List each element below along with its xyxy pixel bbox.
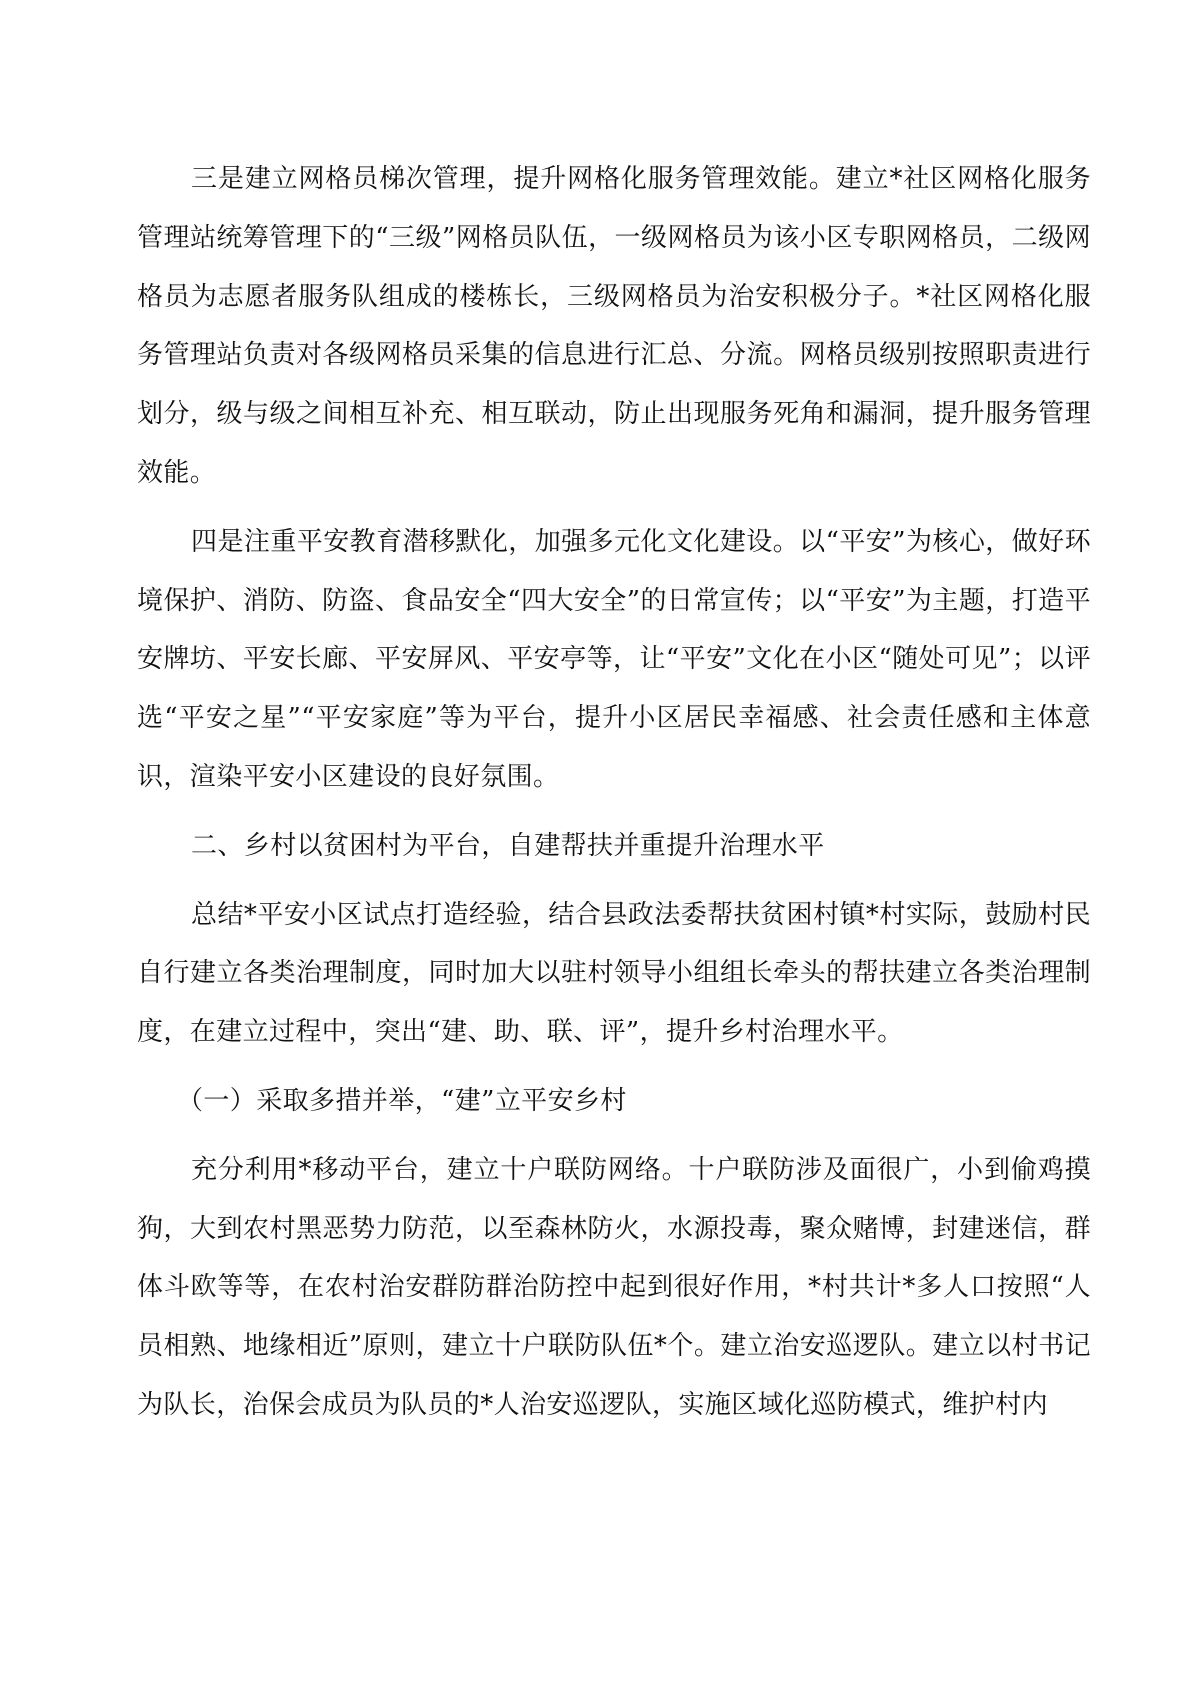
paragraph-grid-management: 三是建立网格员梯次管理，提升网格化服务管理效能。建立*社区网格化服务管理站统筹管理下的“三级”网格员队伍，一级网格员为该小区专职网格员，二级网格员为志愿者服务队组成的楼栋长，三级网格员为治安积极分子。*社区网格化服务管理站负责对各级网格员采集的信息进行汇总、分流。网格员级别按照职责进行划分，级与级之间相互补充、相互联动，防止出现服务死角和漏洞，提升服务管理效能。 (137, 164, 1091, 488)
document-body (137, 150, 1091, 1435)
section-heading-rural-governance: 二、乡村以贫困村为平台，自建帮扶并重提升治理水平 (191, 830, 825, 861)
paragraph-safety-culture: 四是注重平安教育潜移默化，加强多元化文化建设。以“平安”为核心，做好环境保护、消防、防盗、食品安全“四大安全”的日常宣传；以“平安”为主题，打造平安牌坊、平安长廊、平安屏风、平安亭等，让“平安”文化在小区“随处可见”；以评选“平安之星”“平安家庭”等为平台，提升小区居民幸福感、社会责任感和主体意识，渲染平安小区建设的良好氛围。 (137, 526, 1091, 792)
paragraph-ten-household-defense: 充分利用*移动平台，建立十户联防网络。十户联防涉及面很广，小到偷鸡摸狗，大到农村黑恶势力防范，以至森林防火，水源投毒，聚众赌博，封建迷信，群体斗欧等等，在农村治安群防群治防控中起到很好作用，*村共计*多人口按照“人员相熟、地缘相近”原则，建立十户联防队伍*个。建立治安巡逻队。建立以村书记为队长，治保会成员为队员的*人治安巡逻队，实施区域化巡防模式，维护村内 (137, 1154, 1091, 1420)
sub-heading-build-safe-village: （一）采取多措并举，“建”立平安乡村 (177, 1085, 627, 1116)
paragraph-rural-summary: 总结*平安小区试点打造经验，结合县政法委帮扶贫困村镇*村实际，鼓励村民自行建立各类治理制度，同时加大以驻村领导小组组长牵头的帮扶建立各类治理制度，在建立过程中，突出“建、助、联、评”，提升乡村治理水平。 (137, 899, 1091, 1048)
